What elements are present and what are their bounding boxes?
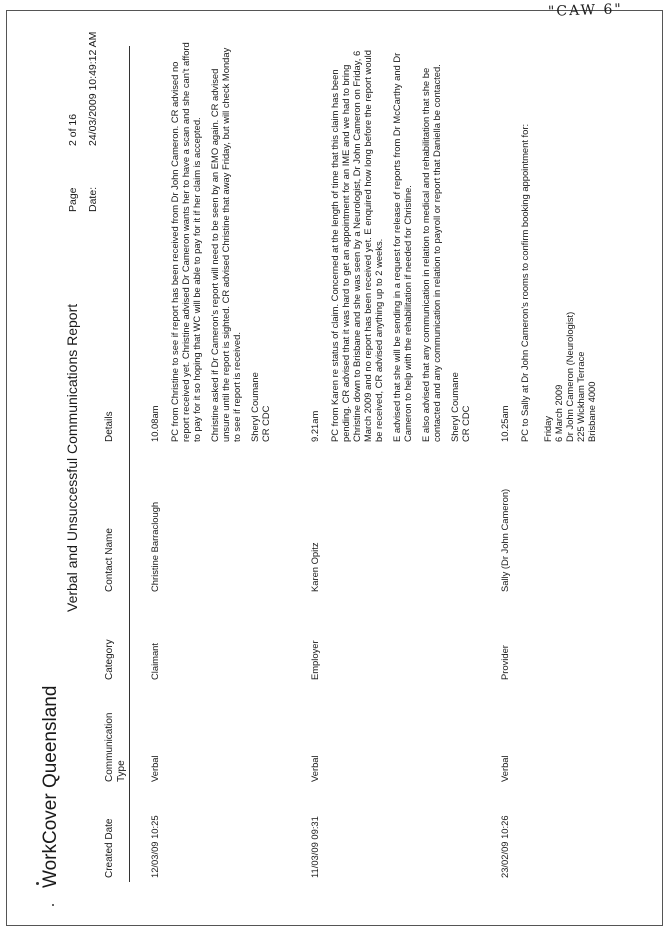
entry-1-signature (249, 42, 271, 442)
entry-2-paragraph: E also advised that any communication in relation to medical and rehabilitation that she be contacted and any communication in relation to payroll or report that Daniella be contacted. (420, 64, 442, 442)
entry-3-time: 10.25am (499, 405, 510, 442)
entry-2-paragraph: PC from Karen re status of claim. Concerned at the length of time that this claim has been pending. CR advised that it was hard to get an appointment for an IME and we had to bring Christine down to Brisbane and she was seen by a Neurologist, Dr John Cameron on Friday, 6 March 2009 and no report has been received yet. E enquired how long before the report would be received, CR advised anything up to 2 weeks. (329, 50, 384, 442)
entry-1-time: 10.08am (149, 405, 160, 442)
entry-3-created-date: 23/02/09 10:26 (499, 815, 510, 878)
col-category: Category (104, 639, 115, 680)
entry-3-comm-type: Verbal (499, 755, 510, 782)
entry-1-paragraph: PC from Christine to see if report has been received from Dr John Cameron. CR advised no report received yet. Christine advised Dr Cameron wants her to have a scan and she can't afford to pay for it so hoping that WC will be able to pay for it if her claim is accepted. (169, 42, 202, 442)
date-row (84, 32, 104, 212)
address-line: 6 March 2009 (553, 384, 564, 442)
entry-1-comm-type: Verbal (149, 755, 160, 782)
handwritten-note: "CAW 6" (547, 1, 624, 20)
entry-2-category: Employer (309, 640, 320, 680)
entry-2-details (309, 42, 479, 442)
rotated-report-page (12, 12, 652, 912)
col-contact-name: Contact Name (104, 528, 115, 592)
col-communication-type: Communication Type (104, 712, 127, 782)
col-details: Details (104, 411, 115, 442)
entry-2-signature (449, 42, 471, 442)
entry-3-paragraph: PC to Sally at Dr John Cameron's rooms to confirm booking appointment for: (519, 123, 530, 442)
page-value: 2 of 16 (67, 113, 79, 146)
entry-3-address (542, 42, 597, 442)
entry-2-comm-type: Verbal (309, 755, 320, 782)
entry-1-category: Claimant (149, 643, 160, 680)
address-line: Brisbane 4000 (586, 381, 597, 442)
header-rule (129, 46, 130, 882)
entry-3-contact-name: Sally (Dr John Cameron) (499, 488, 510, 592)
report-title: Verbal and Unsuccessful Communications Report (64, 303, 80, 612)
signature-role: CR CDC (260, 405, 271, 442)
page-label: Page (67, 187, 79, 212)
signature-name: Sheryl Coumane (249, 372, 260, 442)
signature-role: CR CDC (460, 405, 471, 442)
report-meta (64, 32, 104, 212)
date-value: 24/03/2009 10:49:12 AM (86, 31, 99, 146)
page-row (64, 32, 84, 212)
entry-3-details (499, 42, 604, 442)
entry-3-category: Provider (499, 645, 510, 680)
entry-2-paragraph: E advised that she will be sending in a request for release of reports from Dr McCarthy and Dr Cameron to help with the rehabilitation if needed for Christine. (391, 52, 413, 442)
address-line: Dr John Cameron (Neurologist) (564, 311, 575, 442)
entry-2-created-date: 11/03/09 09:31 (309, 816, 320, 878)
entry-1-created-date: 12/03/09 10:25 (149, 815, 160, 878)
date-label: Date: (86, 186, 99, 212)
entry-2-time: 9.21am (309, 410, 320, 442)
entry-1-details (149, 42, 279, 442)
brand-title: WorkCover Queensland (40, 685, 61, 888)
address-line: Friday (542, 415, 553, 442)
signature-name: Sheryl Coumane (449, 372, 460, 442)
entry-2-contact-name: Karen Opitz (309, 542, 320, 592)
col-created-date: Created Date (104, 818, 115, 878)
entry-1-paragraph: Christine asked if Dr Cameron's report will need to be seen by an EMO again. CR advised unsure until the report is sighted. CR advised Christine that away Friday, but will check Monday to see if report is received. (209, 47, 242, 442)
address-line: 225 Wickham Terrace (575, 351, 586, 442)
entry-1-contact-name: Christine Barraclough (149, 501, 160, 592)
